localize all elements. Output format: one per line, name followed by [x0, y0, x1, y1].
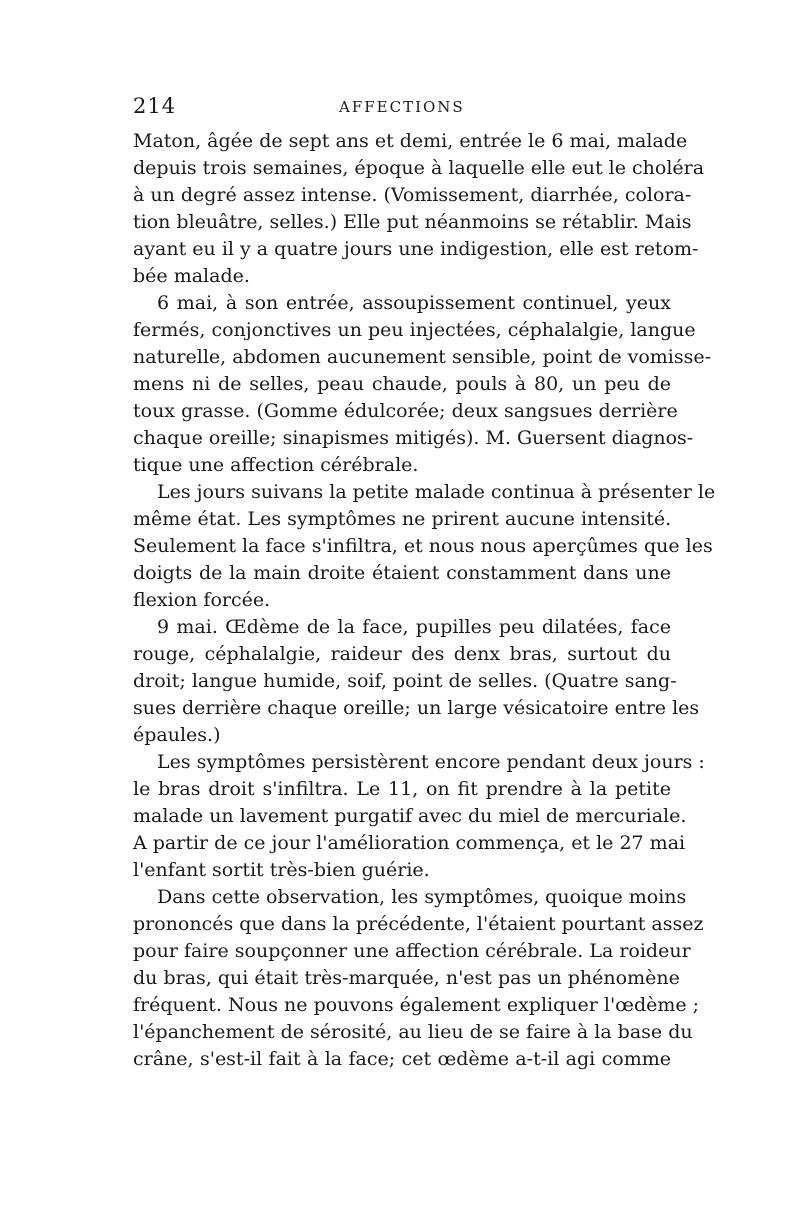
text-line: fermés, conjonctives un peu injectées, céphalalgie, langue: [133, 319, 696, 341]
text-line: A partir de ce jour l'amélioration commença, et le 27 mai: [133, 832, 686, 854]
text-line: prononcés que dans la précédente, l'étaient pourtant assez: [133, 913, 704, 935]
text-line: crâne, s'est-il fait à la face; cet œdème a-t-il agi comme: [133, 1048, 671, 1070]
body-text: [133, 128, 716, 1073]
text-line: tique une affection cérébrale.: [133, 454, 419, 476]
text-line: naturelle, abdomen aucunement sensible, point de vomisse-: [133, 346, 712, 368]
text-line: le bras droit s'infiltra. Le 11, on fit prendre à la petite: [133, 778, 671, 800]
text-line: l'épanchement de sérosité, au lieu de se faire à la base du: [133, 1021, 693, 1043]
text-line: Seulement la face s'infiltra, et nous nous aperçûmes que les: [133, 535, 713, 557]
text-line: ayant eu il y a quatre jours une indigestion, elle est retom-: [133, 238, 699, 260]
text-line: droit; langue humide, soif, point de selles. (Quatre sang-: [133, 670, 677, 692]
page-header: [133, 94, 671, 122]
text-line: Dans cette observation, les symptômes, quoique moins: [157, 886, 687, 908]
text-line: tion bleuâtre, selles.) Elle put néanmoins se rétablir. Mais: [133, 211, 692, 233]
text-line: sues derrière chaque oreille; un large vésicatoire entre les: [133, 697, 700, 719]
text-line: 9 mai. Œdème de la face, pupilles peu dilatées, face: [157, 616, 671, 638]
text-line: doigts de la main droite étaient constamment dans une: [133, 562, 671, 584]
text-line: Maton, âgée de sept ans et demi, entrée le 6 mai, malade: [133, 130, 688, 152]
text-line: flexion forcée.: [133, 589, 271, 611]
text-line: depuis trois semaines, époque à laquelle elle eut le choléra: [133, 157, 705, 179]
text-line: chaque oreille; sinapismes mitigés). M. Guersent diagnos-: [133, 427, 694, 449]
text-line: rouge, céphalalgie, raideur des denx bras, surtout du: [133, 643, 671, 665]
text-line: pour faire soupçonner une affection cérébrale. La roideur: [133, 940, 691, 962]
text-line: mens ni de selles, peau chaude, pouls à 80, un peu de: [133, 373, 671, 395]
page-number: 214: [133, 94, 177, 118]
text-line: du bras, qui était très-marquée, n'est pas un phénomène: [133, 967, 680, 989]
text-line: bée malade.: [133, 265, 250, 287]
text-line: l'enfant sortit très-bien guérie.: [133, 859, 430, 881]
text-line: même état. Les symptômes ne prirent aucune intensité.: [133, 508, 672, 530]
text-line: fréquent. Nous ne pouvons également expliquer l'œdème ;: [133, 994, 700, 1016]
text-line: Les jours suivans la petite malade continua à présenter le: [157, 481, 716, 503]
running-head: AFFECTIONS: [339, 98, 465, 116]
text-line: toux grasse. (Gomme édulcorée; deux sangsues derrière: [133, 400, 678, 422]
text-line: à un degré assez intense. (Vomissement, diarrhée, colora-: [133, 184, 692, 206]
text-line: 6 mai, à son entrée, assoupissement continuel, yeux: [157, 292, 671, 314]
text-line: épaules.): [133, 724, 221, 746]
text-line: malade un lavement purgatif avec du miel de mercuriale.: [133, 805, 687, 827]
text-line: Les symptômes persistèrent encore pendant deux jours :: [157, 751, 705, 773]
